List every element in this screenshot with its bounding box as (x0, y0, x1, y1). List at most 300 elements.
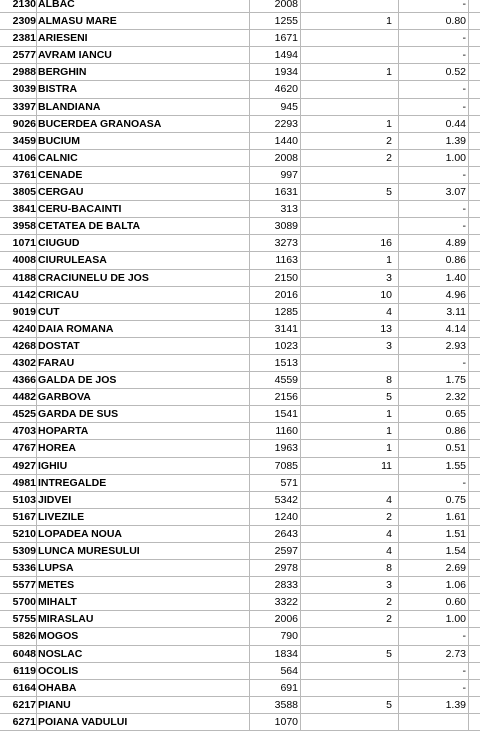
population-cell[interactable]: 790 (280, 630, 298, 643)
grid-line (468, 646, 469, 662)
grid-line (36, 81, 37, 97)
population-cell[interactable]: 571 (280, 476, 298, 489)
locality-name-cell[interactable]: ARIESENI (38, 32, 88, 45)
table-row[interactable] (0, 594, 480, 611)
table-row[interactable] (0, 714, 480, 731)
rate-cell[interactable]: 1.06 (445, 579, 466, 592)
population-cell[interactable]: 7085 (274, 459, 298, 472)
table-row[interactable] (0, 30, 480, 47)
locality-code-cell[interactable]: 5577 (12, 579, 36, 592)
grid-line (36, 13, 37, 29)
locality-name-cell[interactable]: LUPSA (38, 562, 74, 575)
grid-line (300, 13, 301, 29)
locality-name-cell[interactable]: LOPADEA NOUA (38, 527, 122, 540)
table-row[interactable] (0, 47, 480, 64)
rate-cell[interactable]: 1.00 (445, 151, 466, 164)
grid-line (468, 184, 469, 200)
cases-cell[interactable]: 2 (386, 134, 392, 147)
table-row[interactable] (0, 492, 480, 509)
cases-cell[interactable]: 3 (386, 339, 392, 352)
locality-name-cell[interactable]: LUNCA MURESULUI (38, 545, 140, 557)
population-cell[interactable]: 2156 (274, 391, 298, 404)
population-cell[interactable]: 1163 (275, 254, 298, 267)
locality-code-cell[interactable]: 4008 (12, 254, 36, 267)
population-cell[interactable]: 2150 (274, 271, 298, 284)
population-cell[interactable]: 1023 (274, 339, 298, 352)
grid-line (398, 81, 399, 97)
table-row[interactable] (0, 13, 480, 30)
locality-name-cell[interactable]: BUCIUM (38, 134, 80, 147)
grid-line (468, 372, 469, 388)
table-row[interactable] (0, 150, 480, 167)
table-row[interactable] (0, 577, 480, 594)
locality-code-cell[interactable]: 9019 (12, 305, 36, 318)
table-row[interactable] (0, 287, 480, 304)
locality-name-cell[interactable]: GARBOVA (38, 391, 91, 404)
locality-name-cell[interactable]: JIDVEI (38, 493, 72, 506)
population-cell[interactable]: 1494 (274, 49, 298, 62)
cases-cell[interactable]: 1 (386, 408, 392, 421)
table-row[interactable] (0, 201, 480, 218)
locality-code-cell[interactable]: 4188 (12, 271, 36, 284)
cases-cell[interactable]: 5 (386, 698, 392, 711)
rate-cell[interactable]: 0.80 (445, 15, 466, 28)
population-cell[interactable]: 1440 (274, 134, 298, 147)
grid-line (300, 475, 301, 491)
rate-cell[interactable]: - (462, 476, 466, 489)
grid-line (36, 64, 37, 80)
table-row[interactable] (0, 235, 480, 252)
population-cell[interactable]: 4620 (274, 83, 298, 96)
population-cell[interactable]: 2008 (274, 151, 298, 164)
rate-cell[interactable]: 1.39 (445, 134, 466, 147)
locality-code-cell[interactable]: 6217 (12, 698, 36, 711)
rate-cell[interactable]: - (462, 49, 466, 62)
cases-cell[interactable]: 2 (386, 613, 392, 626)
cases-cell[interactable]: 4 (386, 527, 392, 540)
locality-name-cell[interactable]: AVRAM IANCU (38, 49, 112, 62)
locality-name-cell[interactable]: ALMASU MARE (38, 15, 117, 28)
locality-code-cell[interactable]: 2988 (12, 66, 36, 79)
table-row[interactable] (0, 184, 480, 201)
grid-line (468, 526, 469, 542)
cases-cell[interactable]: 1 (386, 15, 392, 28)
grid-line (300, 423, 301, 439)
population-cell[interactable]: 1541 (274, 408, 298, 421)
table-row[interactable] (0, 646, 480, 663)
population-cell[interactable]: 691 (280, 681, 298, 694)
grid-line (398, 440, 399, 456)
grid-line (300, 611, 301, 627)
grid-line (36, 150, 37, 166)
locality-code-cell[interactable]: 5103 (12, 493, 36, 506)
table-row[interactable] (0, 611, 480, 628)
cases-cell[interactable]: 4 (386, 545, 392, 557)
locality-code-cell[interactable]: 3039 (12, 83, 36, 96)
population-cell[interactable]: 3089 (274, 220, 298, 233)
cases-cell[interactable]: 1 (386, 442, 392, 455)
rate-cell[interactable]: - (462, 100, 466, 113)
locality-name-cell[interactable]: ALBAC (38, 0, 75, 10)
rate-cell[interactable]: 1.54 (445, 545, 466, 557)
population-cell[interactable]: 2008 (274, 0, 298, 10)
locality-code-cell[interactable]: 4767 (12, 442, 36, 455)
locality-name-cell[interactable]: PIANU (38, 698, 71, 711)
rate-cell[interactable]: 1.00 (445, 613, 466, 626)
population-cell[interactable]: 2597 (274, 545, 298, 557)
grid-line (300, 526, 301, 542)
locality-name-cell[interactable]: NOSLAC (38, 647, 83, 660)
grid-line (398, 628, 399, 644)
grid-line (36, 252, 37, 268)
grid-line (36, 218, 37, 234)
table-row[interactable] (0, 680, 480, 697)
table-row[interactable] (0, 338, 480, 355)
rate-cell[interactable]: 0.60 (445, 596, 466, 609)
locality-name-cell[interactable]: CENADE (38, 168, 83, 181)
rate-cell[interactable]: 0.65 (445, 408, 466, 421)
grid-line (36, 99, 37, 115)
rate-cell[interactable]: - (462, 0, 466, 10)
grid-line (398, 150, 399, 166)
grid-line (36, 355, 37, 371)
population-cell[interactable]: 3588 (274, 698, 298, 711)
grid-line (300, 440, 301, 456)
locality-name-cell[interactable]: BERGHIN (38, 66, 87, 79)
locality-code-cell[interactable]: 4142 (12, 288, 36, 301)
rate-cell[interactable]: 0.75 (445, 493, 466, 506)
cases-cell[interactable]: 2 (386, 510, 392, 523)
rate-cell[interactable]: - (462, 32, 466, 45)
table-row[interactable] (0, 697, 480, 714)
population-cell[interactable]: 1834 (274, 647, 298, 660)
grid-line (300, 663, 301, 679)
locality-name-cell[interactable]: INTREGALDE (38, 476, 107, 489)
grid-line (468, 389, 469, 405)
locality-name-cell[interactable]: CIURULEASA (38, 254, 107, 267)
table-row[interactable] (0, 475, 480, 492)
table-row[interactable] (0, 64, 480, 81)
locality-code-cell[interactable]: 4366 (12, 374, 36, 387)
locality-code-cell[interactable]: 5309 (12, 545, 36, 557)
table-row[interactable] (0, 406, 480, 423)
population-cell[interactable]: 1513 (274, 356, 298, 369)
population-cell[interactable]: 1631 (274, 186, 298, 199)
rate-cell[interactable]: 3.07 (445, 186, 466, 199)
locality-name-cell[interactable]: DOSTAT (38, 339, 80, 352)
locality-code-cell[interactable]: 6271 (12, 715, 36, 728)
population-cell[interactable]: 3322 (274, 596, 298, 609)
rate-cell[interactable]: 0.86 (445, 425, 466, 438)
grid-line (36, 492, 37, 508)
grid-line (300, 133, 301, 149)
population-cell[interactable]: 1160 (275, 425, 298, 438)
population-cell[interactable]: 3273 (274, 237, 298, 250)
table-row[interactable] (0, 509, 480, 526)
table-row[interactable] (0, 270, 480, 287)
cases-cell[interactable]: 4 (386, 305, 392, 318)
rate-cell[interactable]: 1.55 (445, 459, 466, 472)
locality-code-cell[interactable]: 6048 (12, 647, 36, 660)
rate-cell[interactable]: 2.73 (445, 647, 466, 660)
table-row[interactable] (0, 423, 480, 440)
table-row[interactable] (0, 218, 480, 235)
grid-line (398, 509, 399, 525)
locality-name-cell[interactable]: FARAU (38, 356, 75, 369)
grid-line (398, 663, 399, 679)
population-cell[interactable]: 1671 (274, 32, 298, 45)
rate-cell[interactable]: - (462, 220, 466, 233)
population-cell[interactable]: 564 (280, 664, 298, 677)
locality-code-cell[interactable]: 5826 (12, 630, 36, 643)
grid-line (300, 594, 301, 610)
cases-cell[interactable]: 3 (386, 271, 392, 284)
cases-cell[interactable]: 1 (386, 254, 392, 267)
locality-code-cell[interactable]: 3805 (12, 186, 36, 199)
locality-code-cell[interactable]: 6119 (13, 664, 36, 677)
cases-cell[interactable]: 5 (386, 647, 392, 660)
locality-name-cell[interactable]: HOPARTA (38, 425, 89, 438)
rate-cell[interactable]: 0.44 (445, 117, 466, 130)
locality-code-cell[interactable]: 4525 (12, 408, 36, 421)
rate-cell[interactable]: - (462, 630, 466, 643)
rate-cell[interactable]: - (462, 168, 466, 181)
locality-name-cell[interactable]: CRACIUNELU DE JOS (38, 271, 149, 284)
locality-name-cell[interactable]: BISTRA (38, 83, 78, 96)
rate-cell[interactable]: 4.14 (445, 322, 466, 335)
population-cell[interactable]: 2016 (274, 288, 298, 301)
locality-name-cell[interactable]: BUCERDEA GRANOASA (38, 117, 162, 130)
table-row[interactable] (0, 355, 480, 372)
cases-cell[interactable]: 2 (386, 596, 392, 609)
locality-code-cell[interactable]: 5210 (12, 527, 36, 540)
rate-cell[interactable]: - (462, 681, 466, 694)
rate-cell[interactable]: 0.52 (445, 66, 466, 79)
locality-name-cell[interactable]: IGHIU (38, 459, 68, 472)
locality-code-cell[interactable]: 3459 (12, 134, 36, 147)
rate-cell[interactable]: 2.93 (445, 339, 466, 352)
grid-line (398, 218, 399, 234)
population-cell[interactable]: 997 (280, 168, 298, 181)
locality-name-cell[interactable]: OCOLIS (38, 664, 79, 677)
rate-cell[interactable]: 1.75 (445, 374, 466, 387)
cases-cell[interactable]: 8 (386, 374, 392, 387)
grid-line (468, 116, 469, 132)
grid-line (398, 167, 399, 183)
cases-cell[interactable]: 2 (386, 151, 392, 164)
locality-name-cell[interactable]: CERU-BACAINTI (38, 203, 122, 216)
locality-name-cell[interactable]: DAIA ROMANA (38, 322, 114, 335)
table-row[interactable] (0, 628, 480, 645)
rate-cell[interactable]: 0.51 (445, 442, 466, 455)
locality-code-cell[interactable]: 5755 (12, 613, 36, 626)
grid-line (398, 201, 399, 217)
rate-cell[interactable]: - (462, 203, 466, 216)
table-row[interactable] (0, 321, 480, 338)
rate-cell[interactable]: - (462, 664, 466, 677)
grid-line (398, 338, 399, 354)
rate-cell[interactable]: 4.96 (445, 288, 466, 301)
locality-code-cell[interactable]: 5167 (12, 510, 36, 523)
locality-name-cell[interactable]: CUT (38, 305, 60, 318)
population-cell[interactable]: 2978 (274, 562, 298, 575)
cases-cell[interactable]: 10 (380, 288, 392, 301)
locality-name-cell[interactable]: POIANA VADULUI (38, 715, 128, 728)
cases-cell[interactable]: 4 (386, 493, 392, 506)
cases-cell[interactable]: 11 (381, 459, 392, 472)
table-row[interactable] (0, 526, 480, 543)
table-row[interactable] (0, 99, 480, 116)
locality-code-cell[interactable]: 3958 (12, 220, 36, 233)
locality-name-cell[interactable]: HOREA (38, 442, 76, 455)
rate-cell[interactable]: 1.39 (445, 698, 466, 711)
locality-name-cell[interactable]: CIUGUD (38, 237, 80, 250)
locality-name-cell[interactable]: MOGOS (38, 630, 79, 643)
grid-line (468, 252, 469, 268)
cases-cell[interactable]: 1 (386, 117, 392, 130)
rate-cell[interactable]: 2.69 (445, 562, 466, 575)
grid-line (36, 509, 37, 525)
grid-line (468, 560, 469, 576)
population-cell[interactable]: 945 (280, 100, 298, 113)
table-row[interactable] (0, 116, 480, 133)
locality-code-cell[interactable]: 2577 (12, 49, 36, 62)
locality-code-cell[interactable]: 4106 (12, 151, 36, 164)
rate-cell[interactable]: 4.89 (445, 237, 466, 250)
locality-name-cell[interactable]: BLANDIANA (38, 100, 101, 113)
locality-name-cell[interactable]: CERGAU (38, 186, 84, 199)
population-cell[interactable]: 2643 (274, 527, 298, 540)
locality-code-cell[interactable]: 2381 (12, 32, 36, 45)
grid-line (398, 252, 399, 268)
population-cell[interactable]: 1934 (274, 66, 298, 79)
locality-name-cell[interactable]: METES (38, 579, 75, 592)
locality-name-cell[interactable]: MIRASLAU (38, 613, 94, 626)
population-cell[interactable]: 3141 (274, 322, 298, 335)
locality-name-cell[interactable]: OHABA (38, 681, 77, 694)
rate-cell[interactable]: 1.61 (445, 510, 466, 523)
table-row[interactable] (0, 133, 480, 150)
grid-line (36, 389, 37, 405)
locality-code-cell[interactable]: 4240 (12, 322, 36, 335)
population-cell[interactable]: 2006 (274, 613, 298, 626)
grid-line (300, 714, 301, 730)
population-cell[interactable]: 313 (280, 203, 298, 216)
grid-line (300, 99, 301, 115)
grid-line (36, 167, 37, 183)
locality-name-cell[interactable]: CRICAU (38, 288, 79, 301)
grid-line (468, 594, 469, 610)
grid-line (36, 628, 37, 644)
cases-cell[interactable]: 5 (386, 186, 392, 199)
table-row[interactable] (0, 543, 480, 560)
cases-cell[interactable]: 5 (386, 391, 392, 404)
cases-cell[interactable]: 8 (386, 562, 392, 575)
grid-line (300, 697, 301, 713)
table-row[interactable] (0, 81, 480, 98)
table-row[interactable] (0, 663, 480, 680)
locality-code-cell[interactable]: 2130 (12, 0, 36, 10)
locality-code-cell[interactable]: 6164 (12, 681, 36, 694)
rate-cell[interactable]: 1.40 (445, 271, 466, 284)
locality-code-cell[interactable]: 1071 (12, 237, 36, 250)
table-row[interactable] (0, 252, 480, 269)
locality-code-cell[interactable]: 3397 (12, 100, 36, 113)
cases-cell[interactable]: 3 (386, 579, 392, 592)
cases-cell[interactable]: 16 (380, 237, 392, 250)
population-cell[interactable]: 4559 (274, 374, 298, 387)
locality-code-cell[interactable]: 2309 (12, 15, 36, 28)
locality-code-cell[interactable]: 3761 (12, 168, 36, 181)
table-row[interactable] (0, 389, 480, 406)
locality-code-cell[interactable]: 9026 (12, 117, 36, 130)
population-cell[interactable]: 2833 (274, 579, 298, 592)
population-cell[interactable]: 1240 (274, 510, 298, 523)
locality-code-cell[interactable]: 4482 (12, 391, 36, 404)
cases-cell[interactable]: 1 (386, 66, 392, 79)
rate-cell[interactable]: - (462, 356, 466, 369)
rate-cell[interactable]: 0.86 (445, 254, 466, 267)
locality-code-cell[interactable]: 4703 (12, 425, 36, 438)
grid-line (36, 577, 37, 593)
locality-name-cell[interactable]: MIHALT (38, 596, 77, 609)
locality-name-cell[interactable]: GARDA DE SUS (38, 408, 119, 421)
population-cell[interactable]: 1963 (274, 442, 298, 455)
cases-cell[interactable]: 13 (380, 322, 392, 335)
table-row[interactable] (0, 560, 480, 577)
table-row[interactable] (0, 0, 480, 13)
locality-code-cell[interactable]: 4302 (12, 356, 36, 369)
locality-name-cell[interactable]: CALNIC (38, 151, 78, 164)
population-cell[interactable]: 5342 (274, 493, 298, 506)
locality-name-cell[interactable]: CETATEA DE BALTA (38, 220, 141, 233)
grid-line (300, 287, 301, 303)
grid-line (36, 338, 37, 354)
locality-code-cell[interactable]: 4268 (12, 339, 36, 352)
grid-line (398, 697, 399, 713)
grid-line (36, 304, 37, 320)
table-row[interactable] (0, 304, 480, 321)
grid-line (468, 423, 469, 439)
population-cell[interactable]: 1070 (274, 715, 298, 728)
population-cell[interactable]: 2293 (274, 117, 298, 130)
grid-line (300, 81, 301, 97)
rate-cell[interactable]: 2.32 (445, 391, 466, 404)
table-row[interactable] (0, 167, 480, 184)
locality-code-cell[interactable]: 5336 (12, 562, 36, 575)
grid-line (300, 64, 301, 80)
grid-line (36, 406, 37, 422)
population-cell[interactable]: 1285 (274, 305, 298, 318)
table-row[interactable] (0, 372, 480, 389)
grid-line (36, 646, 37, 662)
locality-code-cell[interactable]: 4927 (12, 459, 36, 472)
grid-line (36, 184, 37, 200)
locality-name-cell[interactable]: LIVEZILE (38, 510, 85, 523)
rate-cell[interactable]: - (462, 83, 466, 96)
locality-code-cell[interactable]: 3841 (12, 203, 36, 216)
rate-cell[interactable]: 1.51 (445, 527, 466, 540)
table-row[interactable] (0, 440, 480, 457)
locality-code-cell[interactable]: 5700 (12, 596, 36, 609)
cases-cell[interactable]: 1 (386, 425, 392, 438)
rate-cell[interactable]: 3.11 (446, 305, 466, 318)
population-cell[interactable]: 1255 (274, 15, 298, 28)
grid-line (468, 714, 469, 730)
table-row[interactable] (0, 458, 480, 475)
locality-name-cell[interactable]: GALDA DE JOS (38, 374, 117, 387)
locality-code-cell[interactable]: 4981 (12, 476, 36, 489)
